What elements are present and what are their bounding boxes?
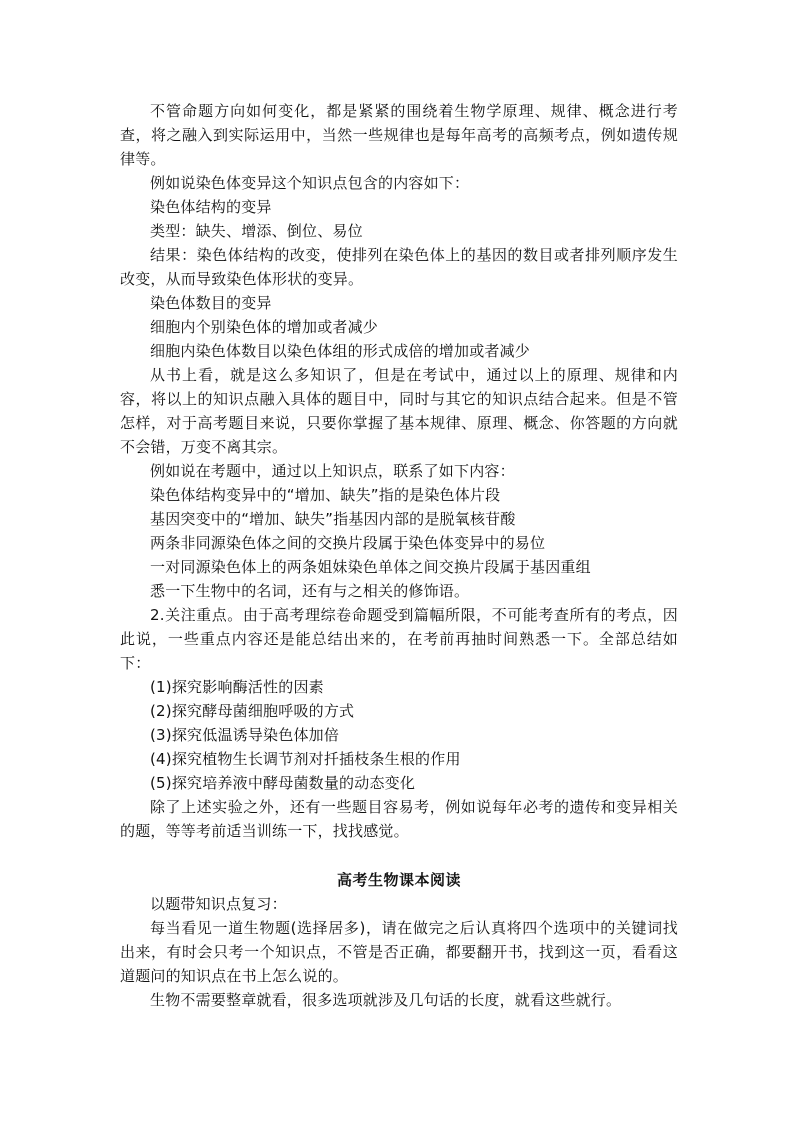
paragraph: 两条非同源染色体之间的交换片段属于染色体变异中的易位 bbox=[150, 534, 546, 552]
list-item: (5)探究培养液中酵母菌数量的动态变化 bbox=[150, 774, 416, 792]
list-item: (2)探究酵母菌细胞呼吸的方式 bbox=[150, 702, 355, 720]
paragraph: 染色体结构变异中的“增加、缺失”指的是染色体片段 bbox=[150, 486, 501, 504]
paragraph: 染色体数目的变异 bbox=[150, 294, 272, 312]
paragraph: 细胞内染色体数目以染色体组的形式成倍的增加或者减少 bbox=[150, 342, 531, 360]
paragraph: 细胞内个别染色体的增加或者减少 bbox=[150, 318, 379, 336]
list-item: (4)探究植物生长调节剂对扦插枝条生根的作用 bbox=[150, 750, 461, 768]
paragraph: 每当看见一道生物题(选择居多)，请在做完之后认真将四个选项中的关键词找出来，有时会只考一个知识点，不管是否正确，都要翻开书，找到这一页，看看这道题问的知识点在书上怎么说的。 bbox=[120, 919, 678, 985]
list-item: (1)探究影响酶活性的因素 bbox=[150, 678, 324, 696]
paragraph: 结果：染色体结构的改变，使排列在染色体上的基因的数目或者排列顺序发生改变，从而导致染色体形状的变异。 bbox=[120, 246, 678, 288]
paragraph: 基因突变中的“增加、缺失”指基因内部的是脱氧核苷酸 bbox=[150, 510, 516, 528]
list-item: (3)探究低温诱导染色体加倍 bbox=[150, 726, 340, 744]
paragraph: 一对同源染色体上的两条姐妹染色单体之间交换片段属于基因重组 bbox=[150, 558, 591, 576]
paragraph: 染色体结构的变异 bbox=[150, 198, 272, 216]
paragraph: 2.关注重点。由于高考理综卷命题受到篇幅所限，不可能考查所有的考点，因此说，一些重点内容还是能总结出来的，在考前再抽时间熟悉一下。全部总结如下： bbox=[120, 606, 678, 672]
document-page bbox=[120, 99, 678, 1012]
paragraph: 生物不需要整章就看，很多选项就涉及几句话的长度，就看这些就行。 bbox=[150, 991, 622, 1009]
paragraph: 例如说在考题中，通过以上知识点，联系了如下内容： bbox=[150, 462, 515, 480]
paragraph: 类型：缺失、增添、倒位、易位 bbox=[150, 222, 363, 240]
paragraph: 不管命题方向如何变化，都是紧紧的围绕着生物学原理、规律、概念进行考查，将之融入到实际运用中，当然一些规律也是每年高考的高频考点，例如遗传规律等。 bbox=[120, 102, 678, 168]
paragraph: 悉一下生物中的名词，还有与之相关的修饰语。 bbox=[150, 582, 470, 600]
section-bottom bbox=[120, 892, 678, 1012]
paragraph: 例如说染色体变异这个知识点包含的内容如下： bbox=[150, 174, 470, 192]
section-top bbox=[120, 99, 678, 843]
paragraph: 除了上述实验之外，还有一些题目容易考，例如说每年必考的遗传和变异相关的题，等等考前适当训练一下，找找感觉。 bbox=[120, 798, 678, 840]
paragraph: 从书上看，就是这么多知识了，但是在考试中，通过以上的原理、规律和内容，将以上的知识点融入具体的题目中，同时与其它的知识点结合起来。但是不管怎样，对于高考题目来说，只要你掌握了基本规律、原理、概念、你答题的方向就不会错，万变不离其宗。 bbox=[120, 366, 678, 456]
section-heading: 高考生物课本阅读 bbox=[336, 871, 461, 889]
paragraph: 以题带知识点复习： bbox=[150, 895, 287, 913]
